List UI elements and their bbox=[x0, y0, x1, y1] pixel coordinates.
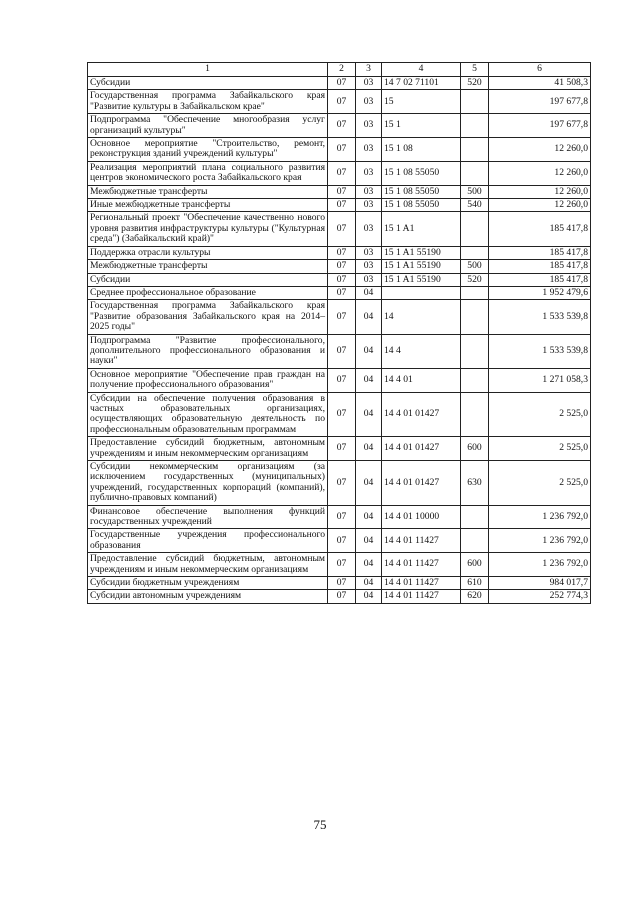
section-cell: 07 bbox=[328, 286, 356, 299]
section-cell: 07 bbox=[328, 368, 356, 392]
section-cell: 07 bbox=[328, 334, 356, 368]
expense-type-cell bbox=[461, 114, 489, 138]
subsection-cell: 03 bbox=[356, 212, 382, 246]
subsection-cell: 03 bbox=[356, 185, 382, 198]
header-cell: 5 bbox=[461, 63, 489, 77]
table-row bbox=[88, 590, 591, 603]
table-row bbox=[88, 161, 591, 185]
item-name-cell: Межбюджетные трансферты bbox=[88, 185, 328, 198]
subsection-cell: 04 bbox=[356, 437, 382, 461]
item-name-cell: Реализация мероприятий плана социального развития центров экономического роста Забайкальского края bbox=[88, 161, 328, 185]
table-row bbox=[88, 505, 591, 529]
amount-cell: 12 260,0 bbox=[489, 161, 591, 185]
budget-table bbox=[87, 62, 591, 604]
expense-type-cell: 540 bbox=[461, 199, 489, 212]
section-cell: 07 bbox=[328, 199, 356, 212]
table-row bbox=[88, 334, 591, 368]
expense-type-cell: 630 bbox=[461, 461, 489, 506]
item-name-cell: Основное мероприятие "Строительство, ремонт, реконструкция зданий учреждений культуры" bbox=[88, 138, 328, 162]
table-row bbox=[88, 77, 591, 90]
table-row bbox=[88, 368, 591, 392]
header-cell: 4 bbox=[382, 63, 461, 77]
target-article-cell: 15 1 08 55050 bbox=[382, 199, 461, 212]
section-cell: 07 bbox=[328, 260, 356, 273]
item-name-cell: Среднее профессиональное образование bbox=[88, 286, 328, 299]
amount-cell: 12 260,0 bbox=[489, 185, 591, 198]
subsection-cell: 04 bbox=[356, 529, 382, 553]
expense-type-cell bbox=[461, 334, 489, 368]
subsection-cell: 03 bbox=[356, 90, 382, 114]
section-cell: 07 bbox=[328, 529, 356, 553]
expense-type-cell: 500 bbox=[461, 260, 489, 273]
amount-cell: 1 952 479,6 bbox=[489, 286, 591, 299]
target-article-cell: 14 4 01 11427 bbox=[382, 553, 461, 577]
subsection-cell: 04 bbox=[356, 334, 382, 368]
expense-type-cell bbox=[461, 392, 489, 437]
item-name-cell: Подпрограмма "Обеспечение многообразия услуг организаций культуры" bbox=[88, 114, 328, 138]
table-row bbox=[88, 553, 591, 577]
table-row bbox=[88, 577, 591, 590]
item-name-cell: Государственные учреждения профессионального образования bbox=[88, 529, 328, 553]
subsection-cell: 03 bbox=[356, 273, 382, 286]
subsection-cell: 03 bbox=[356, 77, 382, 90]
amount-cell: 12 260,0 bbox=[489, 138, 591, 162]
section-cell: 07 bbox=[328, 114, 356, 138]
table-row bbox=[88, 392, 591, 437]
amount-cell: 252 774,3 bbox=[489, 590, 591, 603]
table-row bbox=[88, 300, 591, 334]
table-row bbox=[88, 185, 591, 198]
table-row bbox=[88, 529, 591, 553]
target-article-cell: 14 4 01 11427 bbox=[382, 590, 461, 603]
amount-cell: 185 417,8 bbox=[489, 246, 591, 259]
target-article-cell: 14 4 bbox=[382, 334, 461, 368]
subsection-cell: 04 bbox=[356, 577, 382, 590]
section-cell: 07 bbox=[328, 246, 356, 259]
table-row bbox=[88, 461, 591, 506]
item-name-cell: Субсидии на обеспечение получения образования в частных образовательных организациях, осуществляющих образовательную деятельность по профессиональным образовательным программам bbox=[88, 392, 328, 437]
item-name-cell: Финансовое обеспечение выполнения функций государственных учреждений bbox=[88, 505, 328, 529]
target-article-cell: 15 bbox=[382, 90, 461, 114]
table-row bbox=[88, 199, 591, 212]
expense-type-cell: 610 bbox=[461, 577, 489, 590]
subsection-cell: 03 bbox=[356, 138, 382, 162]
table-row bbox=[88, 114, 591, 138]
subsection-cell: 04 bbox=[356, 505, 382, 529]
section-cell: 07 bbox=[328, 505, 356, 529]
amount-cell: 185 417,8 bbox=[489, 273, 591, 286]
target-article-cell: 14 7 02 71101 bbox=[382, 77, 461, 90]
amount-cell: 984 017,7 bbox=[489, 577, 591, 590]
expense-type-cell: 520 bbox=[461, 273, 489, 286]
table-row bbox=[88, 437, 591, 461]
subsection-cell: 03 bbox=[356, 114, 382, 138]
expense-type-cell bbox=[461, 300, 489, 334]
section-cell: 07 bbox=[328, 437, 356, 461]
table-row bbox=[88, 90, 591, 114]
subsection-cell: 04 bbox=[356, 368, 382, 392]
section-cell: 07 bbox=[328, 553, 356, 577]
target-article-cell: 15 1 A1 55190 bbox=[382, 246, 461, 259]
amount-cell: 2 525,0 bbox=[489, 437, 591, 461]
target-article-cell: 14 4 01 bbox=[382, 368, 461, 392]
section-cell: 07 bbox=[328, 577, 356, 590]
amount-cell: 1 236 792,0 bbox=[489, 553, 591, 577]
target-article-cell: 14 4 01 11427 bbox=[382, 577, 461, 590]
item-name-cell: Субсидии bbox=[88, 273, 328, 286]
target-article-cell: 15 1 08 55050 bbox=[382, 185, 461, 198]
section-cell: 07 bbox=[328, 590, 356, 603]
expense-type-cell: 500 bbox=[461, 185, 489, 198]
target-article-cell bbox=[382, 286, 461, 299]
table-row bbox=[88, 212, 591, 246]
amount-cell: 185 417,8 bbox=[489, 212, 591, 246]
amount-cell: 1 533 539,8 bbox=[489, 334, 591, 368]
header-cell: 2 bbox=[328, 63, 356, 77]
subsection-cell: 04 bbox=[356, 392, 382, 437]
subsection-cell: 03 bbox=[356, 199, 382, 212]
expense-type-cell bbox=[461, 161, 489, 185]
subsection-cell: 04 bbox=[356, 553, 382, 577]
section-cell: 07 bbox=[328, 77, 356, 90]
subsection-cell: 03 bbox=[356, 246, 382, 259]
target-article-cell: 15 1 08 bbox=[382, 138, 461, 162]
subsection-cell: 04 bbox=[356, 300, 382, 334]
expense-type-cell: 600 bbox=[461, 437, 489, 461]
target-article-cell: 14 4 01 11427 bbox=[382, 529, 461, 553]
target-article-cell: 14 4 01 10000 bbox=[382, 505, 461, 529]
section-cell: 07 bbox=[328, 90, 356, 114]
subsection-cell: 04 bbox=[356, 590, 382, 603]
section-cell: 07 bbox=[328, 300, 356, 334]
page-number: 75 bbox=[313, 817, 327, 832]
section-cell: 07 bbox=[328, 161, 356, 185]
expense-type-cell bbox=[461, 286, 489, 299]
table-row bbox=[88, 273, 591, 286]
target-article-cell: 14 4 01 01427 bbox=[382, 461, 461, 506]
header-cell: 1 bbox=[88, 63, 328, 77]
item-name-cell: Поддержка отрасли культуры bbox=[88, 246, 328, 259]
amount-cell: 185 417,8 bbox=[489, 260, 591, 273]
amount-cell: 2 525,0 bbox=[489, 392, 591, 437]
subsection-cell: 04 bbox=[356, 286, 382, 299]
table-body bbox=[88, 77, 591, 604]
item-name-cell: Предоставление субсидий бюджетным, автономным учреждениям и иным некоммерческим организациям bbox=[88, 437, 328, 461]
section-cell: 07 bbox=[328, 212, 356, 246]
expense-type-cell: 620 bbox=[461, 590, 489, 603]
table-row bbox=[88, 286, 591, 299]
amount-cell: 1 271 058,3 bbox=[489, 368, 591, 392]
target-article-cell: 15 1 bbox=[382, 114, 461, 138]
expense-type-cell bbox=[461, 529, 489, 553]
expense-type-cell bbox=[461, 368, 489, 392]
section-cell: 07 bbox=[328, 461, 356, 506]
subsection-cell: 03 bbox=[356, 161, 382, 185]
header-cell: 6 bbox=[489, 63, 591, 77]
section-cell: 07 bbox=[328, 392, 356, 437]
amount-cell: 1 236 792,0 bbox=[489, 529, 591, 553]
table-row bbox=[88, 138, 591, 162]
expense-type-cell bbox=[461, 212, 489, 246]
amount-cell: 41 508,3 bbox=[489, 77, 591, 90]
table-row bbox=[88, 246, 591, 259]
table-header-row bbox=[88, 63, 591, 77]
subsection-cell: 03 bbox=[356, 260, 382, 273]
amount-cell: 2 525,0 bbox=[489, 461, 591, 506]
item-name-cell: Межбюджетные трансферты bbox=[88, 260, 328, 273]
item-name-cell: Субсидии bbox=[88, 77, 328, 90]
target-article-cell: 14 bbox=[382, 300, 461, 334]
expense-type-cell bbox=[461, 90, 489, 114]
target-article-cell: 15 1 08 55050 bbox=[382, 161, 461, 185]
target-article-cell: 15 1 A1 55190 bbox=[382, 260, 461, 273]
amount-cell: 197 677,8 bbox=[489, 90, 591, 114]
amount-cell: 1 533 539,8 bbox=[489, 300, 591, 334]
subsection-cell: 04 bbox=[356, 461, 382, 506]
target-article-cell: 15 1 A1 55190 bbox=[382, 273, 461, 286]
section-cell: 07 bbox=[328, 273, 356, 286]
target-article-cell: 14 4 01 01427 bbox=[382, 437, 461, 461]
item-name-cell: Субсидии бюджетным учреждениям bbox=[88, 577, 328, 590]
item-name-cell: Региональный проект "Обеспечение качественно нового уровня развития инфраструктуры культуры ("Культурная среда") (Забайкальский край)" bbox=[88, 212, 328, 246]
item-name-cell: Субсидии некоммерческим организациям (за исключением государственных (муниципальных) учреждений, государственных корпораций (компаний), публично-правовых компаний) bbox=[88, 461, 328, 506]
table-row bbox=[88, 260, 591, 273]
item-name-cell: Подпрограмма "Развитие профессионального, дополнительного профессионального образования и науки" bbox=[88, 334, 328, 368]
expense-type-cell: 600 bbox=[461, 553, 489, 577]
item-name-cell: Государственная программа Забайкальского края "Развитие образования Забайкальского края на 2014–2025 годы" bbox=[88, 300, 328, 334]
expense-type-cell bbox=[461, 505, 489, 529]
amount-cell: 1 236 792,0 bbox=[489, 505, 591, 529]
section-cell: 07 bbox=[328, 138, 356, 162]
target-article-cell: 14 4 01 01427 bbox=[382, 392, 461, 437]
section-cell: 07 bbox=[328, 185, 356, 198]
item-name-cell: Предоставление субсидий бюджетным, автономным учреждениям и иным некоммерческим организациям bbox=[88, 553, 328, 577]
amount-cell: 197 677,8 bbox=[489, 114, 591, 138]
item-name-cell: Иные межбюджетные трансферты bbox=[88, 199, 328, 212]
amount-cell: 12 260,0 bbox=[489, 199, 591, 212]
expense-type-cell bbox=[461, 138, 489, 162]
target-article-cell: 15 1 A1 bbox=[382, 212, 461, 246]
expense-type-cell: 520 bbox=[461, 77, 489, 90]
header-cell: 3 bbox=[356, 63, 382, 77]
item-name-cell: Субсидии автономным учреждениям bbox=[88, 590, 328, 603]
expense-type-cell bbox=[461, 246, 489, 259]
item-name-cell: Основное мероприятие "Обеспечение прав граждан на получение профессионального образования" bbox=[88, 368, 328, 392]
item-name-cell: Государственная программа Забайкальского края "Развитие культуры в Забайкальском крае" bbox=[88, 90, 328, 114]
